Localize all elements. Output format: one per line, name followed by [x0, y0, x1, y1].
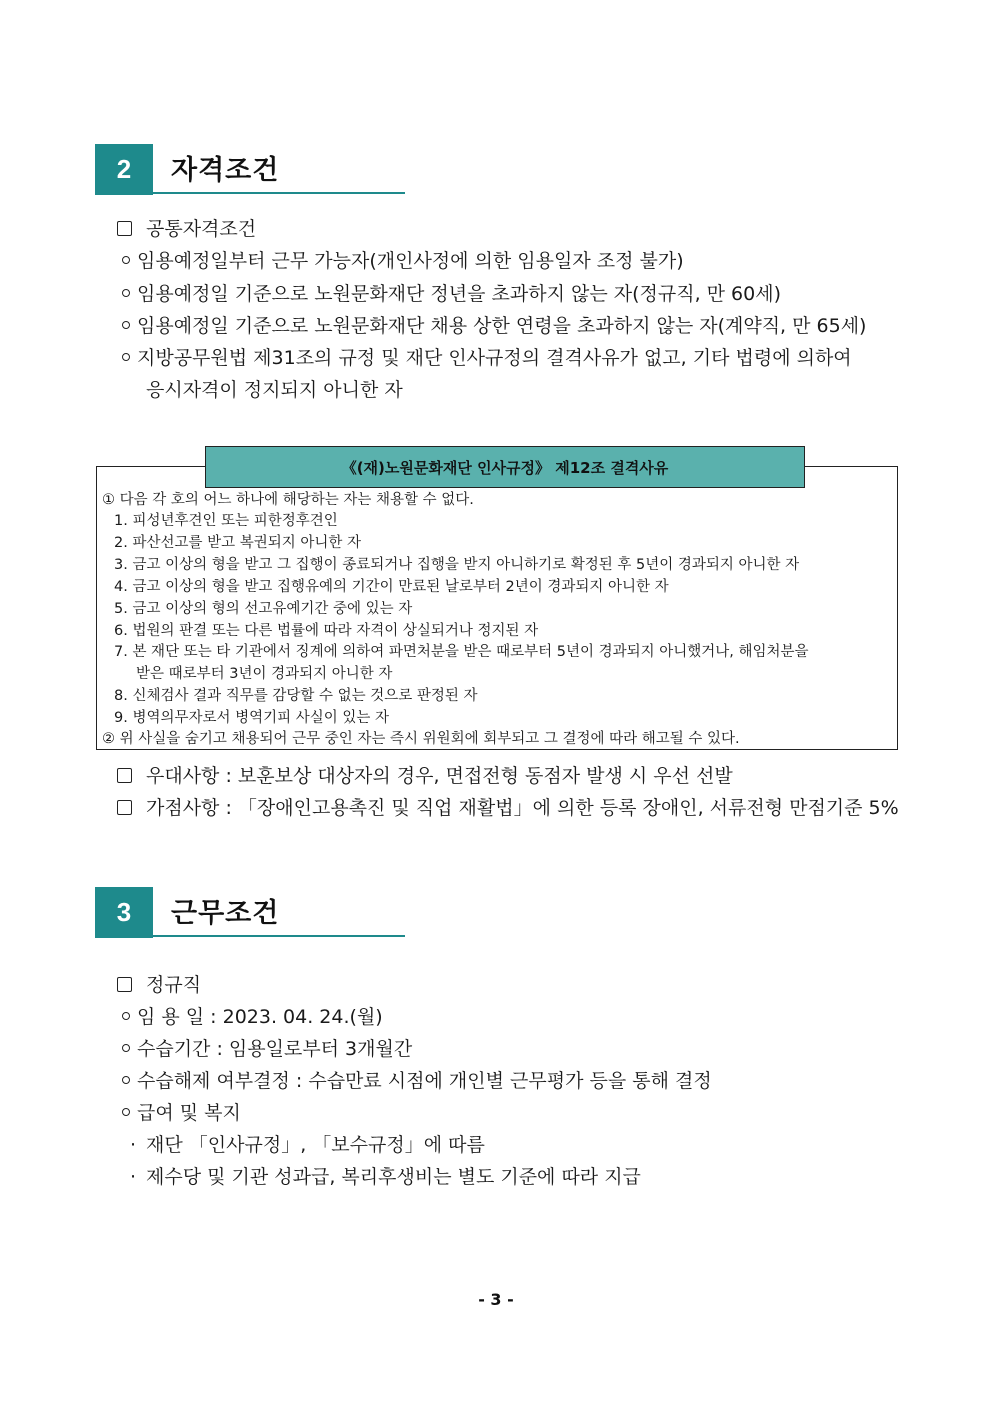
work-condition-sub-item: · 제수당 및 기관 성과급, 복리후생비는 별도 기준에 따라 지급	[130, 1166, 641, 1188]
circle-bullet-icon	[122, 1108, 130, 1116]
circle-bullet-icon	[122, 256, 130, 264]
bonus-line: 가점사항 : 「장애인고용촉진 및 직업 재활법」에 의한 등록 장애인, 서류전형 만점기준 5%	[117, 796, 899, 820]
title-underline	[153, 192, 405, 194]
box-line: 8. 신체검사 결과 직무를 감당할 수 없는 것으로 판정된 자	[114, 688, 478, 704]
checkbox-square-icon	[117, 768, 132, 783]
box-line: 9. 병역의무자로서 병역기피 사실이 있는 자	[114, 710, 389, 726]
middle-dot-icon: ·	[130, 1134, 137, 1156]
circle-bullet-icon	[122, 1044, 130, 1052]
checkbox-square-icon	[117, 800, 132, 815]
qualification-item: 임용예정일 기준으로 노원문화재단 채용 상한 연령을 초과하지 않는 자(계약직, 만 65세)	[122, 314, 866, 338]
section-title: 근무조건	[171, 898, 280, 929]
circle-bullet-icon	[122, 289, 130, 297]
middle-dot-icon: ·	[130, 1166, 137, 1188]
box-line: 5. 금고 이상의 형의 선고유예기간 중에 있는 자	[114, 601, 413, 617]
box-line: 4. 금고 이상의 형을 받고 집행유예의 기간이 만료된 날로부터 2년이 경과되지 아니한 자	[114, 579, 669, 595]
box-line: 6. 법원의 판결 또는 다른 법률에 따라 자격이 상실되거나 정지된 자	[114, 623, 539, 639]
circle-bullet-icon	[122, 1076, 130, 1084]
work-condition-item: 임 용 일 : 2023. 04. 24.(월)	[122, 1005, 383, 1029]
section-3-header	[95, 887, 407, 938]
qualification-item: 임용예정일부터 근무 가능자(개인사정에 의한 임용일자 조정 불가)	[122, 249, 684, 273]
title-underline	[153, 935, 405, 937]
box-line: 3. 금고 이상의 형을 받고 그 집행이 종료되거나 집행을 받지 아니하기로 확정된 후 5년이 경과되지 아니한 자	[114, 557, 800, 573]
box-line-continuation: 받은 때로부터 3년이 경과되지 아니한 자	[136, 666, 393, 682]
circle-bullet-icon	[122, 1012, 130, 1020]
box-line: 7. 본 재단 또는 타 기관에서 징계에 의하여 파면처분을 받은 때로부터 5년이 경과되지 아니했거나, 해임처분을	[114, 644, 809, 660]
box-line: 1. 피성년후견인 또는 피한정후견인	[114, 513, 338, 529]
disqualification-box-title: 《(재)노원문화재단 인사규정》 제12조 결격사유	[205, 446, 805, 488]
checkbox-square-icon	[117, 977, 132, 992]
box-line: 2. 파산선고를 받고 복권되지 아니한 자	[114, 535, 361, 551]
qualification-item: 임용예정일 기준으로 노원문화재단 정년을 초과하지 않는 자(정규직, 만 60세)	[122, 282, 781, 306]
box-outro: ② 위 사실을 숨기고 채용되어 근무 중인 자는 즉시 위원회에 회부되고 그 결정에 따라 해고될 수 있다.	[102, 731, 740, 747]
checkbox-square-icon	[117, 221, 132, 236]
section-title: 자격조건	[171, 155, 280, 186]
preference-line: 우대사항 : 보훈보상 대상자의 경우, 면접전형 동점자 발생 시 우선 선발	[117, 764, 733, 788]
section-2-header	[95, 144, 407, 195]
circle-bullet-icon	[122, 321, 130, 329]
section-number: 3	[95, 887, 153, 938]
common-qualifications-heading: 공통자격조건	[117, 217, 256, 241]
qualification-item-continuation: 응시자격이 정지되지 아니한 자	[146, 379, 403, 401]
employment-type-heading: 정규직	[117, 973, 201, 997]
work-condition-item: 수습해제 여부결정 : 수습만료 시점에 개인별 근무평가 등을 통해 결정	[122, 1069, 712, 1093]
box-intro: ① 다음 각 호의 어느 하나에 해당하는 자는 채용할 수 없다.	[102, 492, 474, 508]
section-number: 2	[95, 144, 153, 195]
page-number: - 3 -	[478, 1290, 514, 1309]
qualification-item: 지방공무원법 제31조의 규정 및 재단 인사규정의 결격사유가 없고, 기타 법령에 의하여	[122, 346, 852, 370]
work-condition-item: 급여 및 복지	[122, 1101, 241, 1125]
circle-bullet-icon	[122, 353, 130, 361]
work-condition-sub-item: · 재단 「인사규정」, 「보수규정」에 따름	[130, 1134, 485, 1156]
work-condition-item: 수습기간 : 임용일로부터 3개월간	[122, 1037, 412, 1061]
